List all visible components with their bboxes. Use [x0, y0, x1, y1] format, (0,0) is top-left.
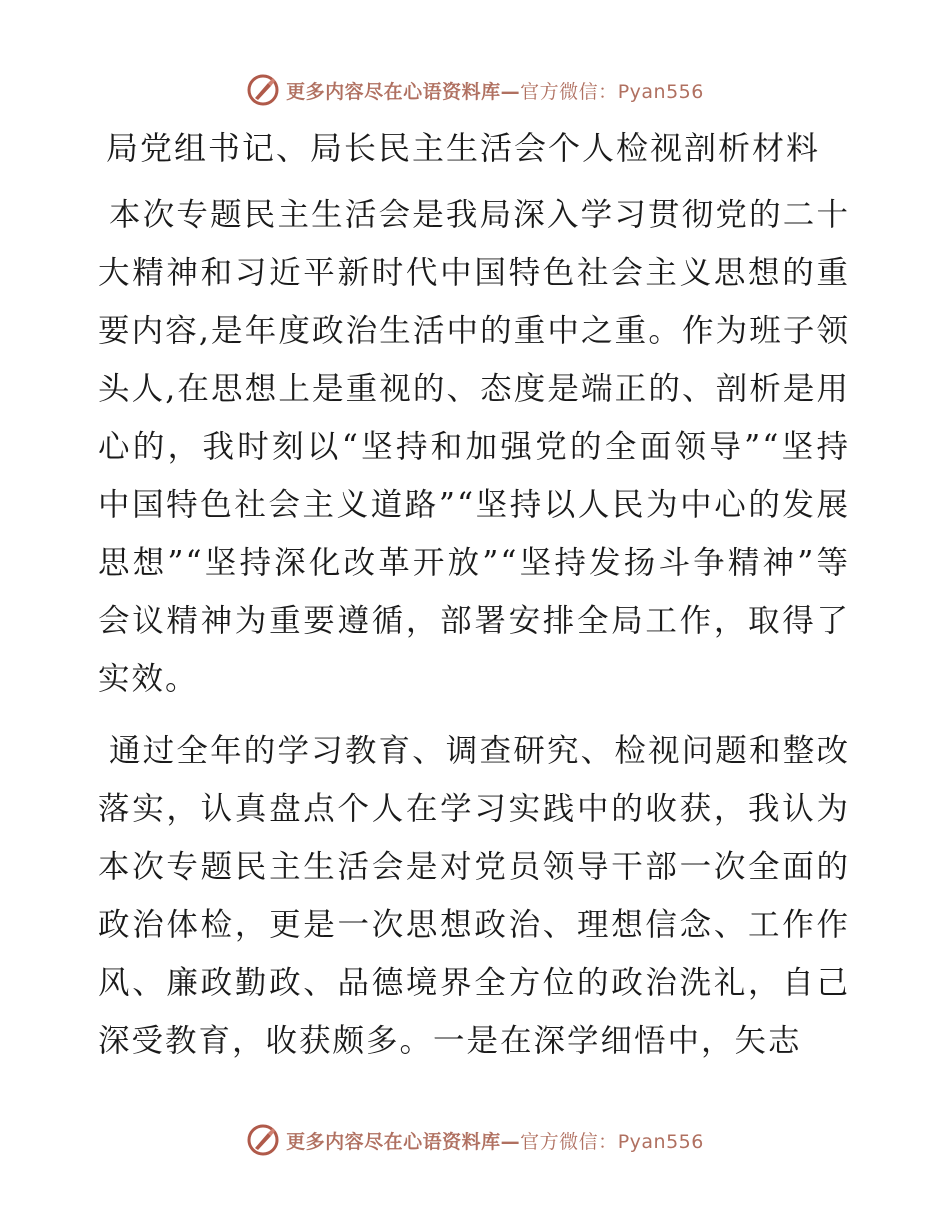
banner-wechat-label: 官方微信： — [520, 1130, 618, 1153]
banner-site-name: 更多内容尽在心语资料库 — [286, 80, 501, 103]
banner-wechat-id: Pyan556 — [617, 1130, 704, 1153]
banner-text — [286, 1127, 704, 1154]
document-body — [98, 186, 850, 1070]
banner-text — [286, 77, 704, 104]
pen-nib-circle-icon — [246, 1123, 280, 1157]
banner-dash: — — [500, 1130, 521, 1153]
pen-nib-circle-icon — [246, 73, 280, 107]
banner-wechat-id: Pyan556 — [617, 80, 704, 103]
banner-wechat-label: 官方微信： — [520, 80, 618, 103]
banner-dash: — — [500, 80, 521, 103]
footer-watermark-banner — [0, 1118, 950, 1162]
banner-site-name: 更多内容尽在心语资料库 — [286, 1130, 501, 1153]
document-title: 局党组书记、局长民主生活会个人检视剖析材料 — [106, 129, 821, 167]
paragraph-2: 通过全年的学习教育、调查研究、检视问题和整改落实，认真盘点个人在学习实践中的收获，我认为本次专题民主生活会是对党员领导干部一次全面的政治体检，更是一次思想政治、理想信念、工作作风、廉政勤政、品德境界全方位的政治洗礼，自己深受教育，收获颇多。一是在深学细悟中，矢志 — [98, 733, 850, 1059]
header-watermark-banner — [0, 68, 950, 112]
paragraph-1: 本次专题民主生活会是我局深入学习贯彻党的二十大精神和习近平新时代中国特色社会主义思想的重要内容,是年度政治生活中的重中之重。作为班子领头人,在思想上是重视的、态度是端正的、剖析是用心的，我时刻以“坚持和加强党的全面领导”“坚持中国特色社会主义道路”“坚持以人民为中心的发展思想”“坚持深化改革开放”“坚持发扬斗争精神”等会议精神为重要遵循，部署安排全局工作，取得了实效。 — [98, 197, 850, 697]
